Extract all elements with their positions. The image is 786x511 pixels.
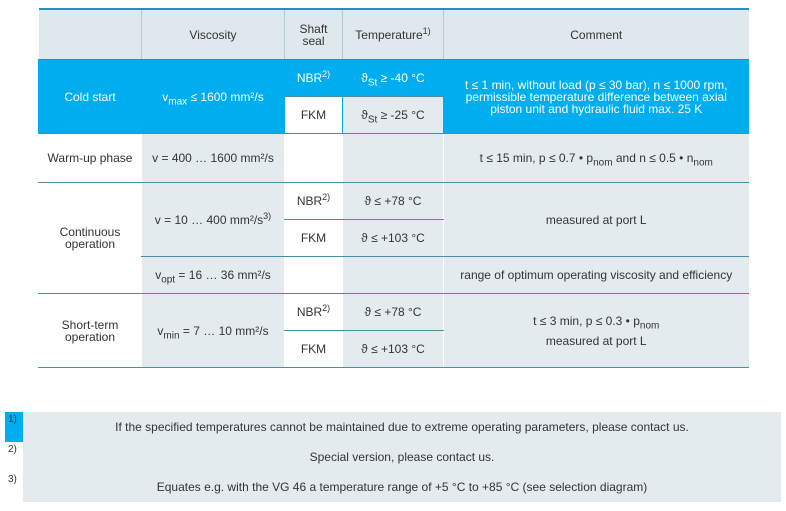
cold-start-viscosity: $v_{max} \le 1600$ mm²/s — [142, 60, 285, 134]
continuous-optimum-comment: range of optimum operating viscosity and efficiency — [444, 257, 749, 294]
short-term-seal-fkm: FKM — [285, 331, 343, 368]
warm-up-temp — [343, 134, 444, 183]
continuous-temp-nbr: ϑ ≤ +78 °C — [343, 183, 444, 220]
continuous-seal-fkm: FKM — [285, 220, 343, 257]
cold-start-seal-nbr: NBR$^{2)}$ — [285, 60, 343, 97]
footnote-text-2: Special version, please contact us. — [23, 442, 781, 472]
short-term-comment: t ≤ 3 min, p ≤ 0.3 • $p_{nom}$ measured at port L — [444, 294, 749, 368]
cold-start-label: Cold start — [39, 60, 142, 134]
short-term-temp-nbr: ϑ ≤ +78 °C — [343, 294, 444, 331]
continuous-label: Continuous operation — [39, 183, 142, 294]
warm-up-comment: t ≤ 15 min, p ≤ 0.7 • $p_{nom}$ and n ≤ 0.5 • $n_{nom}$ — [444, 134, 749, 183]
warm-up-label: Warm-up phase — [39, 134, 142, 183]
operating-viscosity-table — [38, 8, 749, 368]
cold-start-temp-fkm: $ϑ_{St} \ge -25$ °C — [343, 97, 444, 134]
cold-start-temp-nbr: $ϑ_{St} \ge -40$ °C — [343, 60, 444, 97]
table-row-cold-start-nbr — [39, 60, 749, 97]
short-term-label: Short-term operation — [39, 294, 142, 368]
short-term-seal-nbr: NBR$^{2)}$ — [285, 294, 343, 331]
continuous-temp-fkm: ϑ ≤ +103 °C — [343, 220, 444, 257]
header-blank — [39, 9, 142, 60]
continuous-optimum-viscosity: $v_{opt} = 16$ … 36 mm²/s — [142, 257, 285, 294]
table-row-warm-up — [39, 134, 749, 183]
footnote-row-2 — [5, 442, 781, 472]
warm-up-viscosity: v = 400 … 1600 mm²/s — [142, 134, 285, 183]
continuous-viscosity: v = 10 … 400 mm²/$s^{3)}$ — [142, 183, 285, 257]
footnote-number-3: 3) — [5, 472, 23, 502]
continuous-optimum-temp — [343, 257, 444, 294]
continuous-seal-nbr: NBR$^{2)}$ — [285, 183, 343, 220]
table-row-short-term-nbr — [39, 294, 749, 331]
header-viscosity: Viscosity — [142, 9, 285, 60]
footnote-text-1: If the specified temperatures cannot be maintained due to extreme operating parameters, please contact us. — [23, 412, 781, 442]
cold-start-comment: t ≤ 1 min, without load (p ≤ 30 bar), n ≤ 1000 rpm, permissible temperature difference between axial piston unit and hydraulic fluid max. 25 K — [444, 60, 749, 134]
warm-up-seal — [285, 134, 343, 183]
footnote-number-1: 1) — [5, 412, 23, 442]
header-comment: Comment — [444, 9, 749, 60]
footnotes-table — [5, 412, 781, 502]
footnote-row-3 — [5, 472, 781, 502]
table-row-continuous-optimum — [39, 257, 749, 294]
short-term-temp-fkm: ϑ ≤ +103 °C — [343, 331, 444, 368]
table-header-row — [39, 9, 749, 60]
cold-start-seal-fkm: FKM — [285, 97, 343, 134]
table-row-continuous-nbr — [39, 183, 749, 220]
header-shaft-seal: Shaft seal — [285, 9, 343, 60]
footnote-text-3: Equates e.g. with the VG 46 a temperature range of +5 °C to +85 °C (see selection diagram) — [23, 472, 781, 502]
footnote-number-2: 2) — [5, 442, 23, 472]
continuous-comment: measured at port L — [444, 183, 749, 257]
footnote-row-1 — [5, 412, 781, 442]
short-term-viscosity: $v_{min} = 7$ … 10 mm²/s — [142, 294, 285, 368]
continuous-optimum-seal — [285, 257, 343, 294]
header-temperature: Temperature$^{1)}$ — [343, 9, 444, 60]
